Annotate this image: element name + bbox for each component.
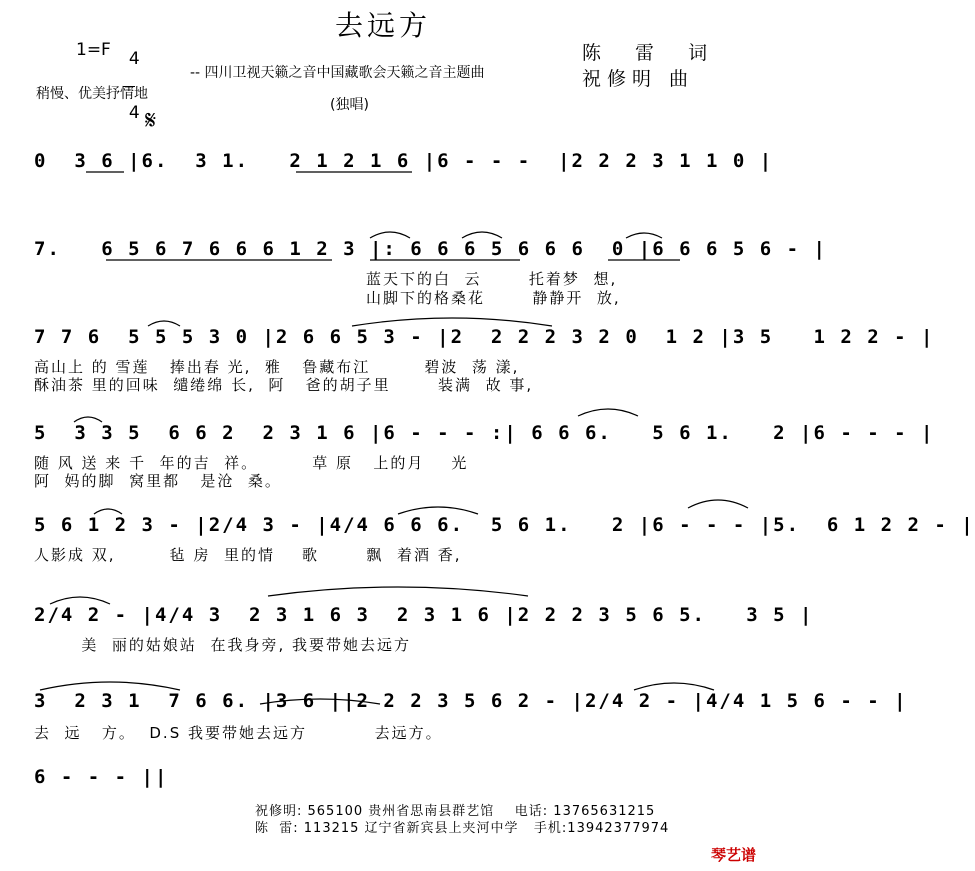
site-logo: 琴艺谱 — [710, 846, 756, 864]
lyrics-row-2-verse-2: 山脚下的格桑花 静静开 放, — [366, 289, 621, 307]
lyrics-row-4-verse-1: 随 风 送 来 千 年的吉 祥。 草 原 上的月 光 — [34, 454, 469, 472]
song-title: 去远方 — [334, 9, 431, 42]
tempo-marking: 稍慢、优美抒情地 — [36, 86, 148, 102]
subtitle: -- 四川卫视天籁之音中国藏歌会天籁之音主题曲 — [190, 65, 485, 81]
key-signature: 1=F — [76, 40, 111, 60]
lyrics-row-3-verse-2: 酥油茶 里的回味 缱绻绵 长, 阿 爸的胡子里 装满 故 事, — [34, 376, 534, 394]
notation-row-2: 7. 6 5 6 7 6 6 6 1 2 3 |: 6 6 6 5 6 6 6 0 |6 6 6 5 6 - | — [34, 238, 827, 260]
composer: 祝修明 曲 — [582, 68, 695, 90]
time-bottom: 4 — [128, 103, 140, 123]
notation-row-6: 2/4 2 - |4/4 3 2 3 1 6 3 2 3 1 6 |2 2 2 3 5 6 5. 3 5 | — [34, 604, 814, 626]
notation-row-8: 6 - - - || — [34, 766, 169, 788]
notation-row-3: 7 7 6 5 5 5 3 0 |2 6 6 5 3 - |2 2 2 2 3 2 0 1 2 |3 5 1 2 2 - | — [34, 326, 935, 348]
segno-icon: 𝄋 — [145, 106, 157, 136]
notation-row-7: 3 2 3 1 7 6 6. |3 6 ||2 2 2 3 5 6 2 - |2/4 2 - |4/4 1 5 6 - - | — [34, 690, 908, 712]
lyrics-row-6: 美 丽的姑娘站 在我身旁, 我要带她去远方 — [34, 636, 411, 654]
lyrics-row-4-verse-2: 阿 妈的脚 窝里都 是沧 桑。 — [34, 472, 282, 490]
credit-lyricist: 陈 雷: 113215 辽宁省新宾县上夹河中学 手机:13942377974 — [255, 821, 670, 836]
lyrics-row-5: 人影成 双, 毡 房 里的情 歌 飘 着酒 香, — [34, 546, 462, 564]
notation-row-4: 5 3 3 5 6 6 2 2 3 1 6 |6 - - - :| 6 6 6. 5 6 1. 2 |6 - - - | — [34, 422, 935, 444]
time-top: 4 — [128, 49, 140, 69]
solo-marking: (独唱) — [330, 97, 369, 113]
notation-row-5: 5 6 1 2 3 - |2/4 3 - |4/4 6 6 6. 5 6 1. 2 |6 - - - |5. 6 1 2 2 - | — [34, 514, 975, 536]
lyrics-row-3-verse-1: 高山上 的 雪莲 捧出春 光, 雅 鲁藏布江 碧波 荡 漾, — [34, 358, 520, 376]
credit-composer: 祝修明: 565100 贵州省思南县群艺馆 电话: 13765631215 — [255, 804, 656, 819]
lyrics-row-7: 去 远 方。 D.S 我要带她去远方 去远方。 — [34, 724, 443, 742]
lyricist: 陈 雷 词 — [582, 42, 722, 64]
lyrics-row-2-verse-1: 蓝天下的白 云 托着梦 想, — [366, 270, 618, 288]
notation-row-1: 0 3 6 |6. 3 1. 2 1 2 1 6 |6 - - - |2 2 2 3 1 1 0 | — [34, 150, 774, 172]
